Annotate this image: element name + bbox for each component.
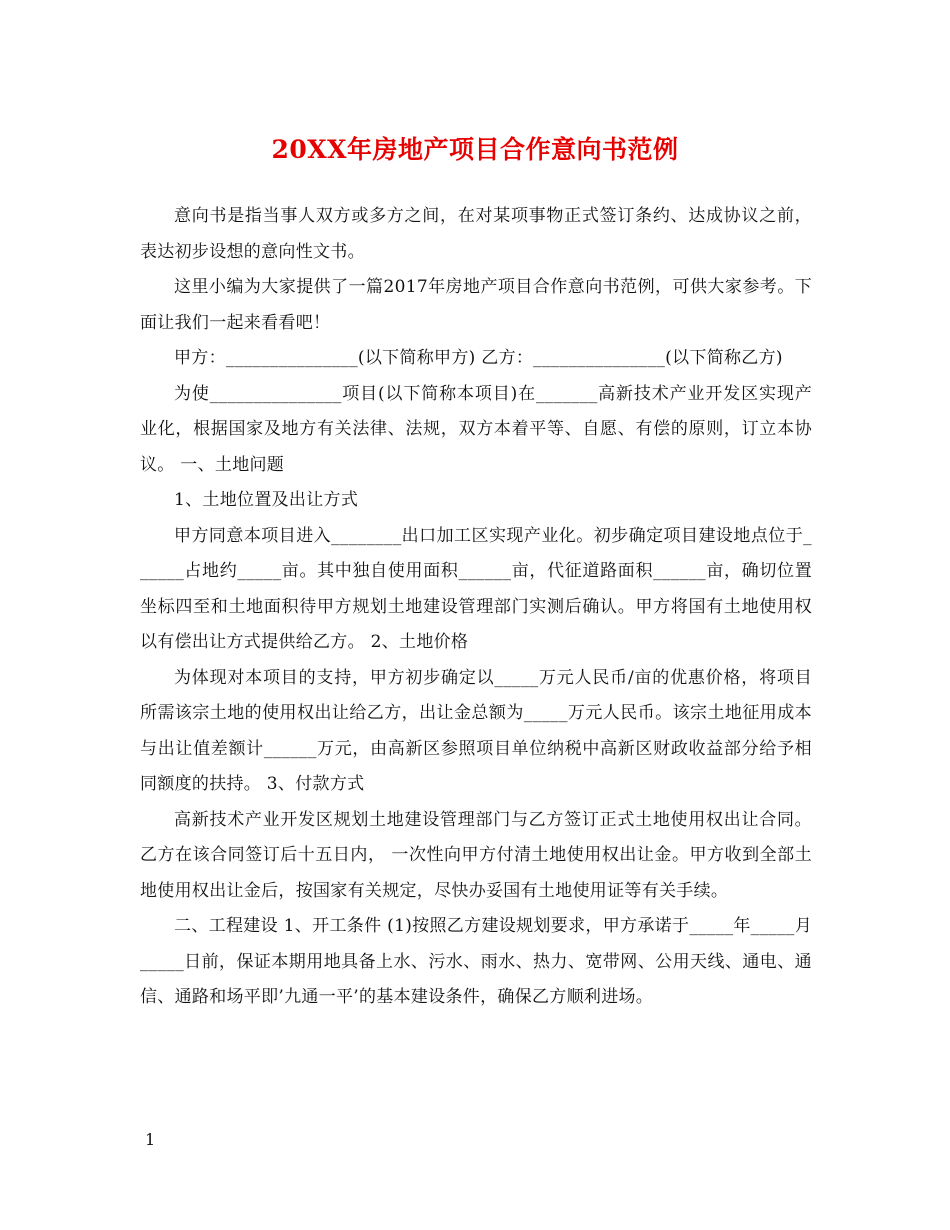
paragraph-construction: 二、工程建设 1、开工条件 (1)按照乙方建设规划要求，甲方承诺于_____年_____月_____日前，保证本期用地具备上水、污水、雨水、热力、宽带网、公用天线、通电、通信、通路和场平即’九通一平’的基本建设条件，确保乙方顺利进场。 [140, 916, 812, 1007]
paragraph-land-price: 为体现对本项目的支持，甲方初步确定以_____万元人民币/亩的优惠价格，将项目所需该宗土地的使用权出让给乙方，出让金总额为_____万元人民币。该宗土地征用成本与出让值差额计______万元，由高新区参照项目单位纳税中高新区财政收益部分给予相同额度的扶持。 3、付款方式 [140, 667, 812, 794]
document-body [140, 199, 812, 1016]
paragraph-intro: 意向书是指当事人双方或多方之间，在对某项事物正式签订条约、达成协议之前，表达初步设想的意向性文书。 [140, 206, 812, 262]
paragraph-editor-note: 这里小编为大家提供了一篇2017年房地产项目合作意向书范例，可供大家参考。下面让我们一起来看看吧！ [140, 277, 812, 333]
document-title: 20XX年房地产项目合作意向书范例 [271, 135, 679, 164]
paragraph-parties: 甲方：_______________(以下简称甲方) 乙方：_______________(以下简称乙方) [174, 348, 783, 368]
paragraph-land-location: 甲方同意本项目进入________出口加工区实现产业化。初步确定项目建设地点位于______占地约_____亩。其中独自使用面积______亩，代征道路面积______亩，确切位置坐标四至和土地面积待甲方规划土地建设管理部门实测后确认。甲方将国有土地使用权以有偿出让方式提供给乙方。 2、土地价格 [140, 525, 812, 652]
paragraph-purpose: 为使_______________项目(以下简称本项目)在_______高新技术产业开发区实现产业化，根据国家及地方有关法律、法规，双方本着平等、自愿、有偿的原则，订立本协议。 一、土地问题 [140, 383, 812, 475]
page-number: 1 [145, 1130, 156, 1149]
paragraph-payment: 高新技术产业开发区规划土地建设管理部门与乙方签订正式土地使用权出让合同。 乙方在该合同签订后十五日内， 一次性向甲方付清土地使用权出让金。甲方收到全部土地使用权出让金后，按国家有关规定，尽快办妥国有土地使用证等有关手续。 [140, 809, 812, 901]
paragraph-land-location-heading: 1、土地位置及出让方式 [174, 490, 359, 510]
